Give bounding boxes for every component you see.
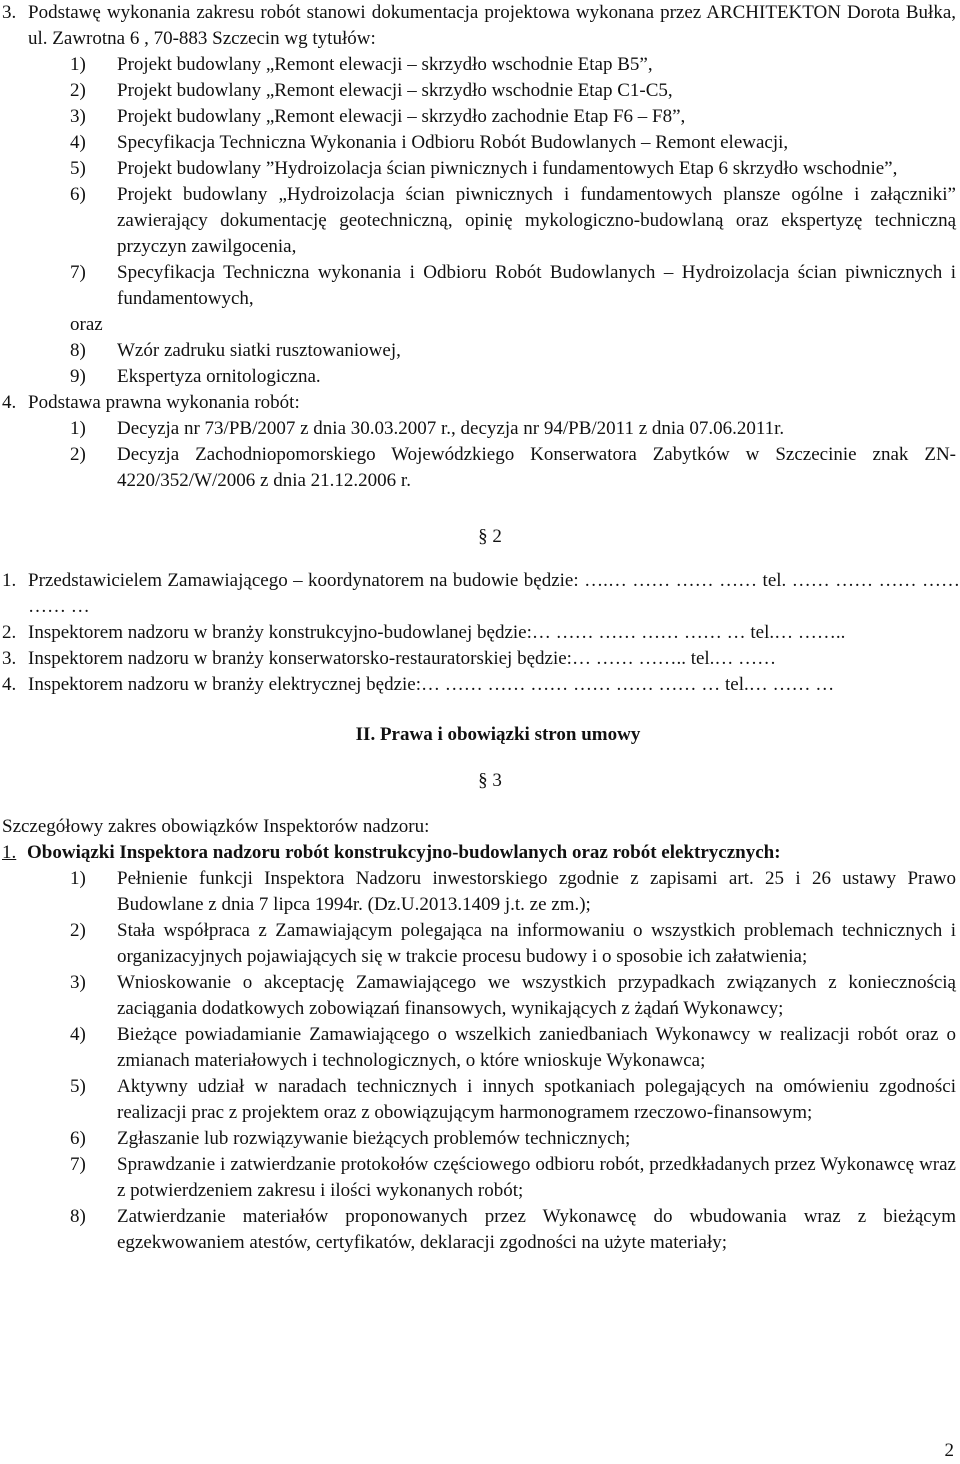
section-4-intro-text: Podstawa prawna wykonania robót: (28, 392, 300, 413)
list-item: 2) Projekt budowlany „Remont elewacji – skrzydło wschodnie Etap C1-C5, (70, 80, 673, 101)
list-item: 1) Decyzja nr 73/PB/2007 z dnia 30.03.2007 r., decyzja nr 94/PB/2011 z dnia 07.06.2011r. (70, 418, 785, 439)
list-item: 8) Wzór zadruku siatki rusztowaniowej, (70, 340, 401, 361)
section-3-intro-text: Podstawę wykonania zakresu robót stanowi dokumentacja projektowa wykonana przez ARCHITEKTON Dorota Bułka, ul. Zawrotna 6 , 70-883 Szczecin wg tytułów: (28, 2, 956, 49)
list-item: 3) Projekt budowlany „Remont elewacji – skrzydło zachodnie Etap F6 – F8”, (70, 106, 686, 127)
list-item: 8) Zatwierdzanie materiałów proponowanych przez Wykonawcę do wbudowania wraz z bieżącym egzekwowaniem atestów, certyfikatów, deklaracji zgodności na użyte materiały; (70, 1206, 956, 1253)
list-item: 1) Pełnienie funkcji Inspektora Nadzoru inwestorskiego zgodnie z zapisami art. 25 i 26 ustawy Prawo Budowlane z dnia 7 lipca 1994r. (Dz.U.2013.1409 j.t. ze zm.); (70, 868, 956, 915)
list-item: 1) Projekt budowlany „Remont elewacji – skrzydło wschodnie Etap B5”, (70, 54, 653, 75)
rep-line: 4. Inspektorem nadzoru w branży elektrycznej będzie:… …… …… …… …… …… …… … tel.… …… … (2, 674, 835, 695)
list-item: 4) Specyfikacja Techniczna Wykonania i Odbioru Robót Budowlanych – Remont elewacji, (70, 132, 789, 153)
list-item: 2) Decyzja Zachodniopomorskiego Wojewódzkiego Konserwatora Zabytków w Szczecinie znak ZN-4220/352/W/2006 z dnia 21.12.2006 r. (70, 444, 956, 491)
section-4-intro (0, 390, 960, 416)
rep-line: 2. Inspektorem nadzoru w branży konstrukcyjno-budowlanej będzie:… …… …… …… …… … tel.… …….. (2, 622, 846, 643)
list-item: 7) Sprawdzanie i zatwierdzanie protokołów częściowego odbioru robót, przedkładanych przez Wykonawcę wraz z potwierdzeniem zakresu i ilości wykonanych robót; (70, 1154, 956, 1201)
list-item: 6) Projekt budowlany „Hydroizolacja ścian piwnicznych i fundamentowych plansze ogólne i załączniki” zawierający dokumentację geotechniczną, opinię mykologiczno-budowlaną oraz ekspertyzę techniczną przyczyn zawilgocenia, (70, 184, 956, 257)
list-item: 5) Projekt budowlany ”Hydroizolacja ścian piwnicznych i fundamentowych Etap 6 skrzydło wschodnie”, (70, 158, 898, 179)
section-4-number: 4. (2, 392, 17, 413)
list-item: 7) Specyfikacja Techniczna wykonania i Odbioru Robót Budowlanych – Hydroizolacja ścian piwnicznych i fundamentowych, (70, 262, 956, 309)
list-item: 3) Wnioskowanie o akceptację Zamawiającego we wszystkich przypadkach związanych z koniecznością zaciągania dodatkowych zobowiązań finansowych, wynikających z żądań Wykonawcy; (70, 972, 956, 1019)
section-3-intro (0, 0, 960, 52)
list-item: 9) Ekspertyza ornitologiczna. (70, 366, 321, 387)
oraz-text: oraz (70, 314, 103, 335)
paragraph-2-sign: § 2 (478, 526, 502, 547)
list-item: 5) Aktywny udział w naradach technicznych i innych spotkaniach polegających na omówieniu zgodności realizacji prac z projektem oraz z obowiązującym harmonogramem rzeczowo-finansowym; (70, 1076, 956, 1123)
rep-line: 3. Inspektorem nadzoru w branży konserwatorsko-restauratorskiej będzie:… …… …….. tel.… …… (2, 648, 777, 669)
section-3-number: 3. (2, 2, 17, 23)
list-item: 2) Stała współpraca z Zamawiającym polegająca na informowaniu o wszystkich problemach technicznych i organizacyjnych pojawiających się w trakcie procesu budowy i o sposobie ich załatwienia; (70, 920, 956, 967)
list-item: 6) Zgłaszanie lub rozwiązywanie bieżących problemów technicznych; (70, 1128, 631, 1149)
duties-title: Obowiązki Inspektora nadzoru robót konstrukcyjno-budowlanych oraz robót elektrycznych: (27, 842, 781, 863)
paragraph-3-intro: Szczegółowy zakres obowiązków Inspektorów nadzoru: (2, 816, 430, 837)
paragraph-3-sign: § 3 (478, 770, 502, 791)
duties-heading (0, 840, 960, 866)
duties-number: 1. (2, 842, 17, 863)
rep-line: 1. Przedstawicielem Zamawiającego – koordynatorem na budowie będzie: ….… …… …… …… tel. …… …… …… …… …… … (2, 570, 960, 617)
list-item: 4) Bieżące powiadamianie Zamawiającego o wszelkich zaniedbaniach Wykonawcy w realizacji robót oraz o zmianach materiałowych i technologicznych, o które wnioskuje Wykonawca; (70, 1024, 956, 1071)
page-number: 2 (944, 1440, 954, 1461)
chapter-2-title: II. Prawa i obowiązki stron umowy (355, 724, 641, 745)
